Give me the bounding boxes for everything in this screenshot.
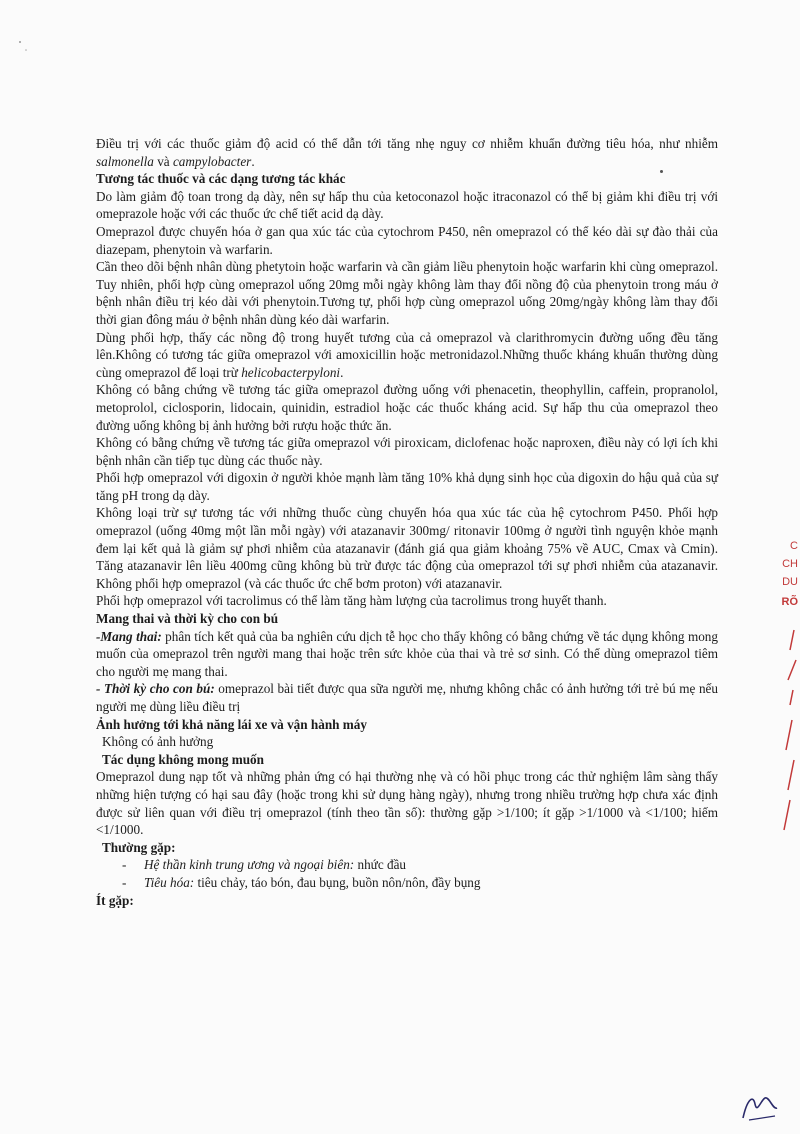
italic-run: helicobacterpyloni <box>241 364 341 380</box>
list-item <box>122 856 718 874</box>
stamp-text: DU <box>782 576 798 588</box>
paragraph: Omeprazol được chuyển hóa ở gan qua xúc tác của cytochrom P450, nên omeprazol có thể kéo dài sự đào thải của diazepam, phenytoin và warfarin. <box>96 223 718 257</box>
paragraph: Phối hợp omeprazol với digoxin ở người khỏe mạnh làm tăng 10% khả dụng sinh học của digoxin do hậu quả của sự tăng pH trong dạ dày. <box>96 470 718 503</box>
text-run: tiêu chảy, táo bón, đau bụng, buồn nôn/nôn, đầy bụng <box>194 874 481 890</box>
stamp-signature-icon <box>760 620 800 840</box>
paragraph <box>96 329 718 382</box>
text-run: . <box>251 153 255 169</box>
paragraph: Không có bằng chứng về tương tác giữa omeprazol đường uống với phenacetin, theophyllin, caffein, propranolol, metoprolol, ciclosporin, lidocain, quinidin, estradiol hoặc các thuốc kháng acid. Sự hấp thu của omeprazol theo đường uống không bị ảnh hưởng bởi rượu hoặc thức ăn. <box>96 382 718 433</box>
initials-signature-icon <box>735 1090 785 1125</box>
paragraph: Cần theo dõi bệnh nhân dùng phetytoin hoặc warfarin và cần giảm liều phenytoin hoặc warfarin khi cùng omeprazol. Tuy nhiên, phối hợp cùng omeprazol uống 20mg mỗi ngày không làm thay đổi nồng độ của phenytoin trong máu ở bệnh nhân điều trị kéo dài với phenytoin.Tương tự, phối hợp cùng omeprazol uống 20mg/ngày không làm thay đổi thời gian đông máu ở bệnh nhân dùng kéo dài warfarin. <box>96 259 718 327</box>
speck-mark <box>660 170 663 173</box>
run-label: Tiêu hóa: <box>144 874 195 890</box>
common-effects-list <box>96 856 718 891</box>
text-run: omeprazol bài tiết được qua sữa người mẹ, nhưng không chắc có ảnh hưởng tới trẻ bú mẹ nếu người mẹ dùng liều điều trị <box>96 681 718 714</box>
margin-stamp <box>760 500 800 840</box>
text-run: . <box>340 364 344 380</box>
stamp-text: RÕ <box>781 596 798 608</box>
list-item <box>122 874 718 892</box>
text-run: phân tích kết quả của ba nghiên cứu dịch tễ học cho thấy không có bằng chứng về tác dụng không mong muốn của omeprazol trên người mang thai hoặc trên sức khỏe của thai và trẻ sơ sinh. Có thể dùng omeprazol tiêm cho người mẹ mang thai. <box>96 628 718 679</box>
paragraph: Không có ảnh hưởng <box>102 734 214 750</box>
scan-speck-icon <box>10 20 50 60</box>
run-label: Hệ thần kinh trung ương và ngoại biên: <box>144 857 355 873</box>
text-run: nhức đầu <box>354 857 407 873</box>
paragraph-intro <box>96 135 718 170</box>
section-heading-interactions: Tương tác thuốc và các dạng tương tác khác <box>96 171 346 187</box>
subheading-common: Thường gặp: <box>102 839 176 855</box>
paragraph: Không có bằng chứng về tương tác giữa omeprazol với piroxicam, diclofenac hoặc naproxen, điều này có lợi ích khi bệnh nhân cần tiếp tục dùng các thuốc này. <box>96 435 718 468</box>
paragraph-breastfeeding <box>96 680 718 715</box>
section-heading-pregnancy: Mang thai và thời kỳ cho con bú <box>96 611 279 627</box>
stamp-text: C <box>790 540 798 552</box>
italic-run: campylobacter <box>172 153 252 169</box>
text-run: và <box>153 153 173 169</box>
text-run: Dùng phối hợp, thấy các nồng độ trong huyết tương của cả omeprazol và clarithromycin đường uống đều tăng lên.Không có tương tác giữa omeprazol với amoxicillin hoặc metronidazol.Những thuốc kháng khuẩn thường dùng cùng omeprazol để loại trừ <box>96 329 718 380</box>
paragraph: Phối hợp omeprazol với tacrolimus có thể làm tăng hàm lượng của tacrolimus trong huyết thanh. <box>96 593 607 609</box>
section-heading-driving: Ảnh hưởng tới khả năng lái xe và vận hành máy <box>96 716 367 732</box>
paragraph: Không loại trừ sự tương tác với những thuốc cùng chuyển hóa qua xúc tác của hệ cytochrom P450. Phối hợp omeprazol (uống 40mg một lần mỗi ngày) với atazanavir 300mg/ ritonavir 100mg ở người tình nguyện khỏe mạnh đem lại kết quả là giảm sự phơi nhiễm của atazanavir (đánh giá qua giảm khoảng 75% về AUC, Cmax và Cmin). Tăng atazanavir lên liều 400mg cũng không bù trừ được tác động của omeprazol tới sự phơi nhiễm của atazanavir. Không phối hợp omeprazol (và các thuốc ức chế bơm proton) với atazanavir. <box>96 505 718 591</box>
paragraph: Omeprazol dung nạp tốt và những phản ứng có hại thường nhẹ và có hồi phục trong các thử nghiệm lâm sàng thấy những hiện tượng có hại sau đây (hoặc trong khi sử dụng hàng ngày), nhưng trong nhiều trường hợp chưa xác định được sử liên quan với điều trị omeprazol (tính theo tần số): thường gặp >1/100; ít gặp >1/1000 và <1/100; hiếm <1/1000. <box>96 769 718 838</box>
text-run: Điều trị với các thuốc giảm độ acid có thể dẫn tới tăng nhẹ nguy cơ nhiễm khuẩn đường tiêu hóa, như nhiễm <box>96 136 718 151</box>
run-label: - Thời kỳ cho con bú: <box>96 681 215 697</box>
run-label: -Mang thai: <box>96 628 162 644</box>
section-heading-side-effects: Tác dụng không mong muốn <box>102 751 264 767</box>
document-body <box>96 135 718 909</box>
paragraph: Do làm giảm độ toan trong dạ dày, nên sự hấp thu của ketoconazol hoặc itraconazol có thể bị giảm khi điều trị với omeprazole hoặc với các thuốc ức chế tiết acid dạ dày. <box>96 188 718 222</box>
stamp-text: CH <box>782 558 798 570</box>
italic-run: salmonella <box>96 153 154 169</box>
subheading-uncommon: Ít gặp: <box>96 892 134 908</box>
paragraph-pregnancy <box>96 628 718 681</box>
